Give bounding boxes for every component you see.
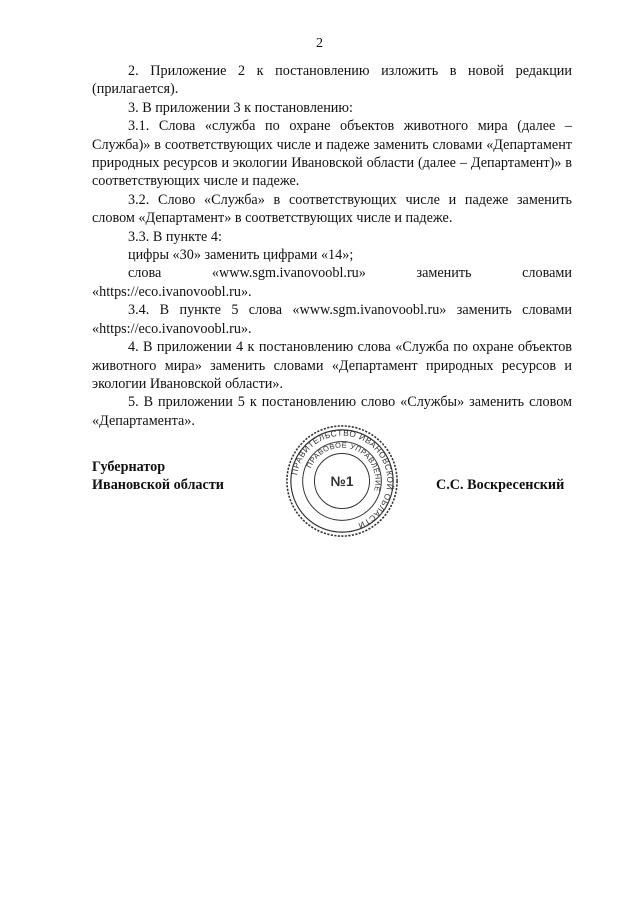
- paragraph-item-3-1: 3.1. Слова «служба по охране объектов животного мира (далее – Служба)» в соответствующих числе и падеже заменить словами «Департамент природных ресурсов и экологии Ивановской области (далее – Департамент)» в соответствующих числе и падеже.: [92, 118, 572, 190]
- seal-ring-text: ПРАВИТЕЛЬСТВО ИВАНОВСКОЙ ОБЛАСТИ: [290, 428, 395, 531]
- document-body: [92, 62, 572, 430]
- official-seal-stamp: [283, 422, 401, 540]
- paragraph-item-3-3: 3.3. В пункте 4:: [128, 228, 222, 245]
- paragraph-item-3-2: 3.2. Слово «Служба» в соответствующих числе и падеже заменить словом «Департамент» в соответствующих числе и падеже.: [92, 191, 572, 227]
- seal-number: №1: [330, 473, 354, 489]
- signatory-title-line1: Губернатор: [92, 459, 166, 475]
- paragraph-item-2: 2. Приложение 2 к постановлению изложить в новой редакции (прилагается).: [92, 63, 572, 98]
- signatory-title: [92, 458, 224, 495]
- paragraph-digits-replacement: цифры «30» заменить цифрами «14»;: [128, 247, 354, 264]
- paragraph-item-5: 5. В приложении 5 к постановлению слово «Службы» заменить словом «Департамента».: [92, 394, 572, 429]
- page-number: 2: [316, 36, 323, 51]
- paragraph-item-3-4: 3.4. В пункте 5 слова «www.sgm.ivanovoobl.ru» заменить словами «https://eco.ivanovoobl.ru».: [92, 302, 572, 337]
- paragraph-words-replacement: слова «www.sgm.ivanovoobl.ru» заменить словами: [128, 265, 572, 282]
- seal-inner-text: ПРАВОВОЕ УПРАВЛЕНИЕ: [304, 440, 383, 493]
- paragraph-words-replacement-cont: «https://eco.ivanovoobl.ru».: [92, 283, 252, 300]
- paragraph-item-4: 4. В приложении 4 к постановлению слова «Служба по охране объектов животного мира» заменить словами «Департамент природных ресурсов и экологии Ивановской области».: [92, 339, 572, 392]
- signatory-title-line2: Ивановской области: [92, 477, 224, 494]
- signatory-name: С.С. Воскресенский: [436, 477, 565, 493]
- paragraph-item-3: 3. В приложении 3 к постановлению:: [128, 99, 353, 116]
